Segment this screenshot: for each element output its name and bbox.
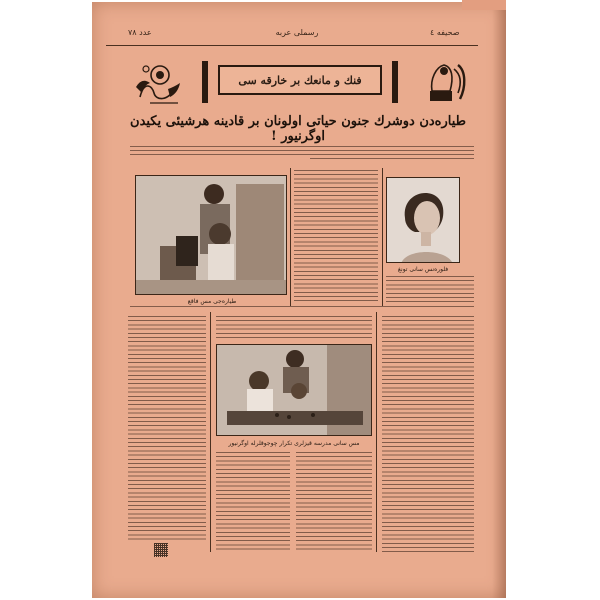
column-rule bbox=[210, 312, 211, 552]
column-rule bbox=[382, 168, 383, 306]
photo-nurse-with-patient bbox=[135, 175, 287, 295]
column-middle-top bbox=[294, 170, 378, 304]
column-center-lower-left bbox=[216, 452, 290, 552]
lion-column-ornament-icon bbox=[414, 57, 470, 107]
lead-paragraph bbox=[130, 145, 474, 159]
header-rule bbox=[106, 45, 478, 46]
page-number: صحیفه ٤ bbox=[430, 28, 460, 37]
section-title-box bbox=[218, 65, 382, 95]
photo-portrait-woman bbox=[386, 177, 460, 263]
qr-code bbox=[154, 543, 168, 557]
torn-corner bbox=[462, 0, 506, 10]
horizontal-rule bbox=[130, 306, 474, 307]
photo-children-at-table bbox=[216, 344, 372, 436]
masthead-bar-right bbox=[392, 61, 398, 103]
section-title: فنك و مانعك بر خارقه سی bbox=[238, 73, 362, 87]
section-masthead bbox=[130, 57, 470, 107]
masthead-bar-left bbox=[202, 61, 208, 103]
caption-bottom-photo: مس سانی مدرسه قیزلری تکرار چوجوقلرله اوگرنیور bbox=[228, 440, 360, 447]
column-right-top-tail bbox=[386, 276, 474, 304]
caption-left-photo: طیاره‌جی مس فاقع bbox=[187, 298, 237, 305]
column-center-lower-right bbox=[296, 452, 372, 552]
column-rule bbox=[376, 312, 377, 552]
cherub-flower-ornament-icon bbox=[130, 57, 186, 107]
column-center-upper bbox=[216, 316, 372, 340]
column-right-bottom bbox=[382, 316, 474, 552]
article-headline: طیاره‌دن دوشرك جنون حیاتی اولونان بر قادینه هرشیئی یکیدن اوگرنیور ! bbox=[130, 114, 466, 144]
header-center-label: رسملی عربه bbox=[275, 28, 319, 37]
column-rule bbox=[290, 168, 291, 306]
issue-number: عدد ۷۸ bbox=[128, 28, 152, 37]
caption-portrait: فلوره‌نس سانی تونغ bbox=[397, 266, 449, 273]
column-left-bottom bbox=[128, 316, 206, 540]
